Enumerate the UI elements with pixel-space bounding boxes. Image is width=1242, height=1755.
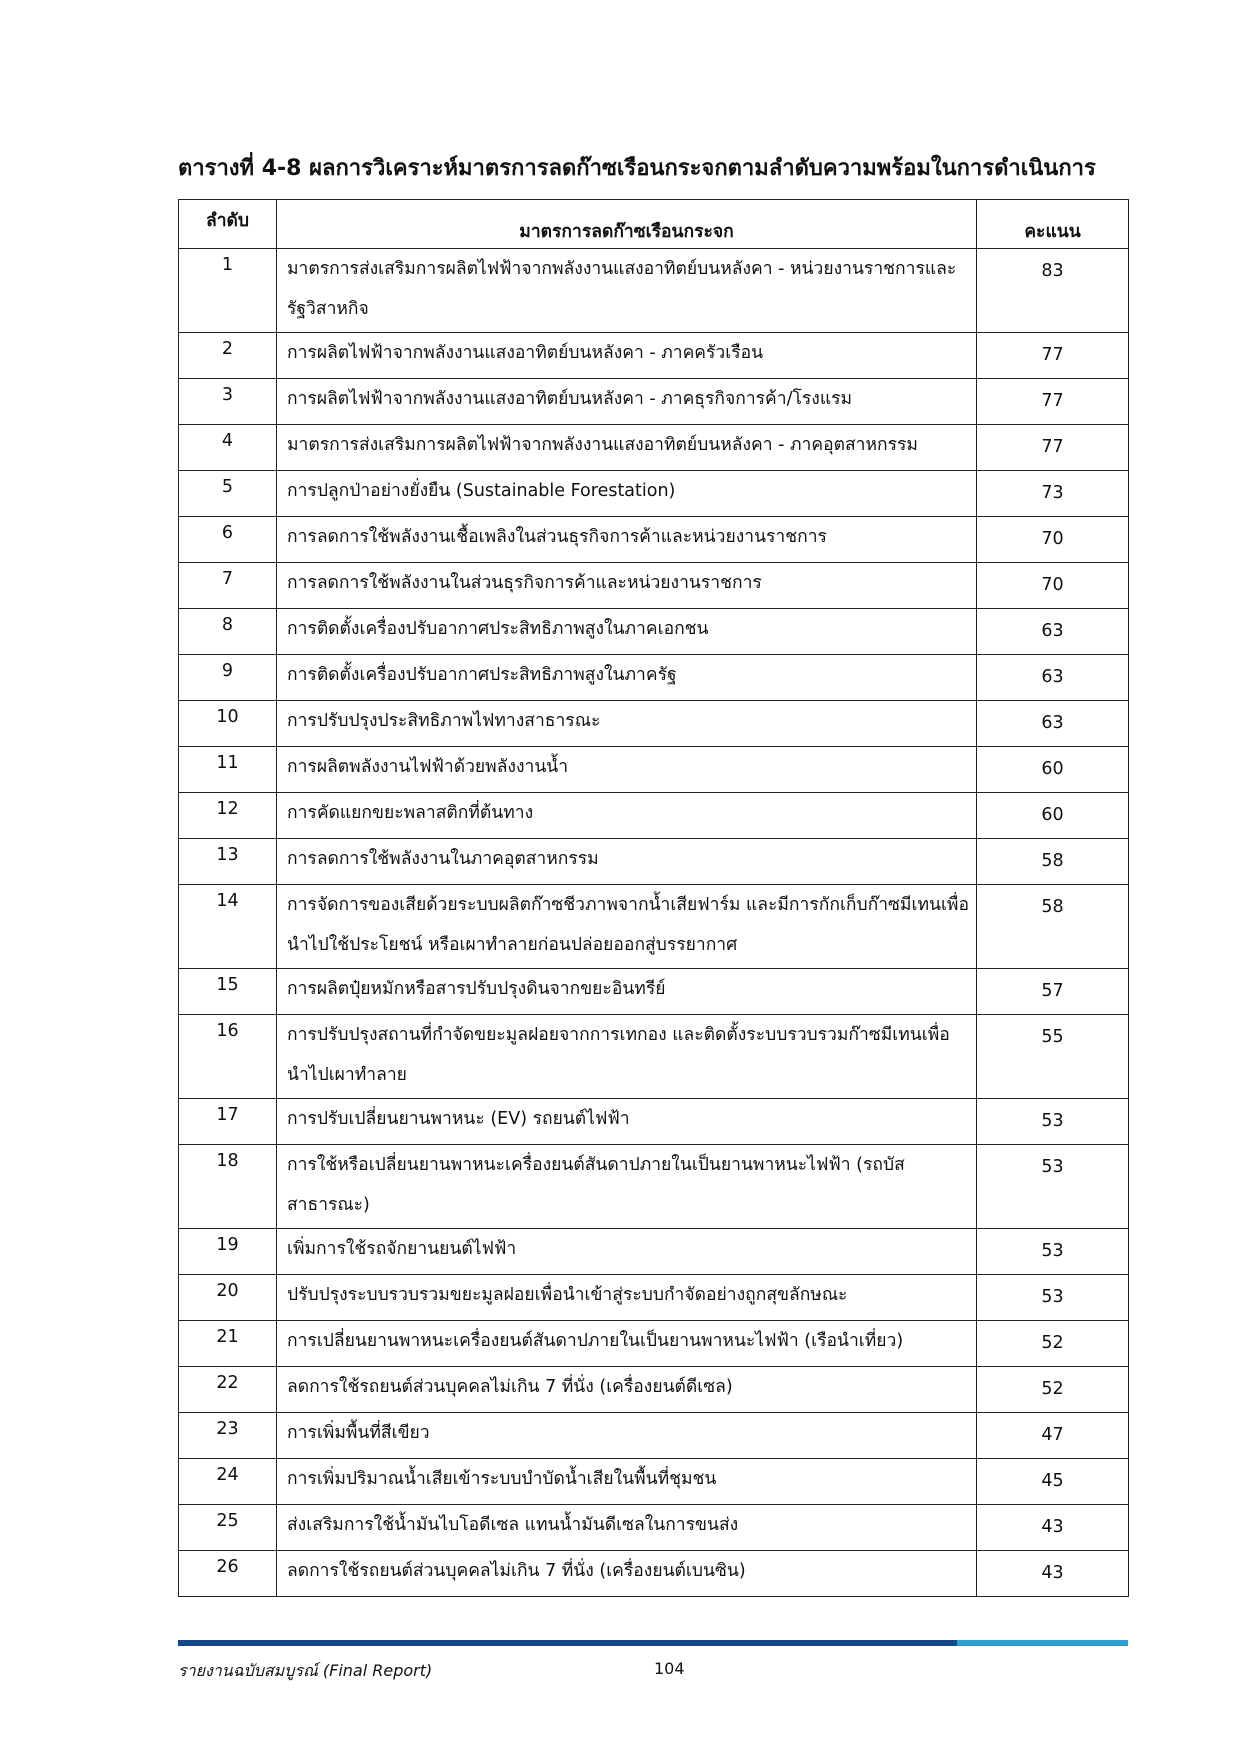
table-row xyxy=(179,609,1129,655)
header-measure: มาตรการลดก๊าซเรือนกระจก xyxy=(277,200,977,249)
table-title: ตารางที่ 4-8 ผลการวิเคราะห์มาตรการลดก๊าซเรือนกระจกตามลำดับความพร้อมในการดำเนินการ xyxy=(178,156,1096,181)
row-rank: 10 xyxy=(179,701,277,747)
row-rank: 21 xyxy=(179,1321,277,1367)
row-score: 77 xyxy=(977,333,1129,379)
row-score: 70 xyxy=(977,517,1129,563)
table-row xyxy=(179,1321,1129,1367)
row-rank: 7 xyxy=(179,563,277,609)
row-measure: การปรับปรุงประสิทธิภาพไฟทางสาธารณะ xyxy=(277,701,977,747)
table-row xyxy=(179,839,1129,885)
table-row xyxy=(179,1413,1129,1459)
table-row xyxy=(179,1505,1129,1551)
row-rank: 9 xyxy=(179,655,277,701)
row-measure: ลดการใช้รถยนต์ส่วนบุคคลไม่เกิน 7 ที่นั่ง (เครื่องยนต์เบนซิน) xyxy=(277,1551,977,1597)
header-rank: ลำดับ xyxy=(179,200,277,249)
table-row xyxy=(179,1367,1129,1413)
table-row xyxy=(179,885,1129,969)
row-rank: 26 xyxy=(179,1551,277,1597)
row-measure: การใช้หรือเปลี่ยนยานพาหนะเครื่องยนต์สันดาปภายในเป็นยานพาหนะไฟฟ้า (รถบัสสาธารณะ) xyxy=(277,1145,977,1229)
row-score: 55 xyxy=(977,1015,1129,1099)
row-rank: 2 xyxy=(179,333,277,379)
table-row xyxy=(179,747,1129,793)
row-measure: การปลูกป่าอย่างยั่งยืน (Sustainable Forestation) xyxy=(277,471,977,517)
row-rank: 17 xyxy=(179,1099,277,1145)
row-rank: 6 xyxy=(179,517,277,563)
row-rank: 5 xyxy=(179,471,277,517)
row-score: 77 xyxy=(977,379,1129,425)
row-rank: 1 xyxy=(179,249,277,333)
row-score: 53 xyxy=(977,1229,1129,1275)
row-measure: การลดการใช้พลังงานในส่วนธุรกิจการค้าและหน่วยงานราชการ xyxy=(277,563,977,609)
table-row xyxy=(179,379,1129,425)
row-rank: 22 xyxy=(179,1367,277,1413)
row-rank: 16 xyxy=(179,1015,277,1099)
row-score: 60 xyxy=(977,793,1129,839)
table-row xyxy=(179,1275,1129,1321)
page-number: 104 xyxy=(654,1659,685,1678)
row-measure: การคัดแยกขยะพลาสติกที่ต้นทาง xyxy=(277,793,977,839)
row-measure: การผลิตพลังงานไฟฟ้าด้วยพลังงานน้ำ xyxy=(277,747,977,793)
row-score: 43 xyxy=(977,1505,1129,1551)
row-rank: 11 xyxy=(179,747,277,793)
header-score: คะแนน xyxy=(977,200,1129,249)
table-row xyxy=(179,471,1129,517)
row-rank: 19 xyxy=(179,1229,277,1275)
row-measure: ลดการใช้รถยนต์ส่วนบุคคลไม่เกิน 7 ที่นั่ง (เครื่องยนต์ดีเซล) xyxy=(277,1367,977,1413)
table-row xyxy=(179,1229,1129,1275)
row-score: 58 xyxy=(977,885,1129,969)
row-rank: 8 xyxy=(179,609,277,655)
row-score: 45 xyxy=(977,1459,1129,1505)
table-row xyxy=(179,701,1129,747)
row-score: 63 xyxy=(977,655,1129,701)
row-score: 43 xyxy=(977,1551,1129,1597)
table-row xyxy=(179,1551,1129,1597)
table-row xyxy=(179,1145,1129,1229)
row-measure: การติดตั้งเครื่องปรับอากาศประสิทธิภาพสูงในภาครัฐ xyxy=(277,655,977,701)
row-rank: 14 xyxy=(179,885,277,969)
row-measure: การลดการใช้พลังงานในภาคอุตสาหกรรม xyxy=(277,839,977,885)
row-measure: การติดตั้งเครื่องปรับอากาศประสิทธิภาพสูงในภาคเอกชน xyxy=(277,609,977,655)
table-row xyxy=(179,1459,1129,1505)
table-row xyxy=(179,969,1129,1015)
row-score: 63 xyxy=(977,609,1129,655)
row-measure: การเปลี่ยนยานพาหนะเครื่องยนต์สันดาปภายในเป็นยานพาหนะไฟฟ้า (เรือนำเที่ยว) xyxy=(277,1321,977,1367)
row-measure: การผลิตปุ๋ยหมักหรือสารปรับปรุงดินจากขยะอินทรีย์ xyxy=(277,969,977,1015)
row-score: 53 xyxy=(977,1099,1129,1145)
row-rank: 18 xyxy=(179,1145,277,1229)
row-rank: 25 xyxy=(179,1505,277,1551)
row-score: 47 xyxy=(977,1413,1129,1459)
table-row xyxy=(179,425,1129,471)
table-row xyxy=(179,1015,1129,1099)
row-score: 57 xyxy=(977,969,1129,1015)
measures-table xyxy=(178,199,1129,1597)
row-rank: 24 xyxy=(179,1459,277,1505)
row-score: 53 xyxy=(977,1145,1129,1229)
row-measure: การลดการใช้พลังงานเชื้อเพลิงในส่วนธุรกิจการค้าและหน่วยงานราชการ xyxy=(277,517,977,563)
row-score: 73 xyxy=(977,471,1129,517)
row-measure: ส่งเสริมการใช้น้ำมันไบโอดีเซล แทนน้ำมันดีเซลในการขนส่ง xyxy=(277,1505,977,1551)
table-row xyxy=(179,249,1129,333)
row-measure: การผลิตไฟฟ้าจากพลังงานแสงอาทิตย์บนหลังคา - ภาคครัวเรือน xyxy=(277,333,977,379)
row-measure: การเพิ่มปริมาณน้ำเสียเข้าระบบบำบัดน้ำเสียในพื้นที่ชุมชน xyxy=(277,1459,977,1505)
table-row xyxy=(179,1099,1129,1145)
row-score: 70 xyxy=(977,563,1129,609)
footer-report-name: รายงานฉบับสมบูรณ์ (Final Report) xyxy=(178,1661,433,1680)
row-measure: การเพิ่มพื้นที่สีเขียว xyxy=(277,1413,977,1459)
row-rank: 4 xyxy=(179,425,277,471)
row-score: 60 xyxy=(977,747,1129,793)
row-measure: การผลิตไฟฟ้าจากพลังงานแสงอาทิตย์บนหลังคา - ภาคธุรกิจการค้า/โรงแรม xyxy=(277,379,977,425)
row-rank: 15 xyxy=(179,969,277,1015)
row-measure: มาตรการส่งเสริมการผลิตไฟฟ้าจากพลังงานแสงอาทิตย์บนหลังคา - ภาคอุตสาหกรรม xyxy=(277,425,977,471)
footer-divider xyxy=(178,1640,1128,1646)
row-measure: การจัดการของเสียด้วยระบบผลิตก๊าซชีวภาพจากน้ำเสียฟาร์ม และมีการกักเก็บก๊าซมีเทนเพื่อนำไปใช้ประโยชน์ หรือเผาทำลายก่อนปล่อยออกสู่บรรยากาศ xyxy=(277,885,977,969)
row-measure: การปรับเปลี่ยนยานพาหนะ (EV) รถยนต์ไฟฟ้า xyxy=(277,1099,977,1145)
row-score: 52 xyxy=(977,1367,1129,1413)
row-score: 63 xyxy=(977,701,1129,747)
row-score: 83 xyxy=(977,249,1129,333)
row-measure: มาตรการส่งเสริมการผลิตไฟฟ้าจากพลังงานแสงอาทิตย์บนหลังคา - หน่วยงานราชการและรัฐวิสาหกิจ xyxy=(277,249,977,333)
row-rank: 13 xyxy=(179,839,277,885)
table-header-row xyxy=(179,200,1129,249)
table-row xyxy=(179,333,1129,379)
row-score: 77 xyxy=(977,425,1129,471)
row-measure: เพิ่มการใช้รถจักยานยนต์ไฟฟ้า xyxy=(277,1229,977,1275)
row-score: 58 xyxy=(977,839,1129,885)
row-rank: 23 xyxy=(179,1413,277,1459)
table-row xyxy=(179,793,1129,839)
table-row xyxy=(179,563,1129,609)
row-rank: 20 xyxy=(179,1275,277,1321)
row-rank: 12 xyxy=(179,793,277,839)
row-measure: การปรับปรุงสถานที่กำจัดขยะมูลฝอยจากการเทกอง และติดตั้งระบบรวบรวมก๊าซมีเทนเพื่อนำไปเผาทำลาย xyxy=(277,1015,977,1099)
row-score: 53 xyxy=(977,1275,1129,1321)
table-row xyxy=(179,517,1129,563)
row-measure: ปรับปรุงระบบรวบรวมขยะมูลฝอยเพื่อนำเข้าสู่ระบบกำจัดอย่างถูกสุขลักษณะ xyxy=(277,1275,977,1321)
table-row xyxy=(179,655,1129,701)
row-rank: 3 xyxy=(179,379,277,425)
row-score: 52 xyxy=(977,1321,1129,1367)
